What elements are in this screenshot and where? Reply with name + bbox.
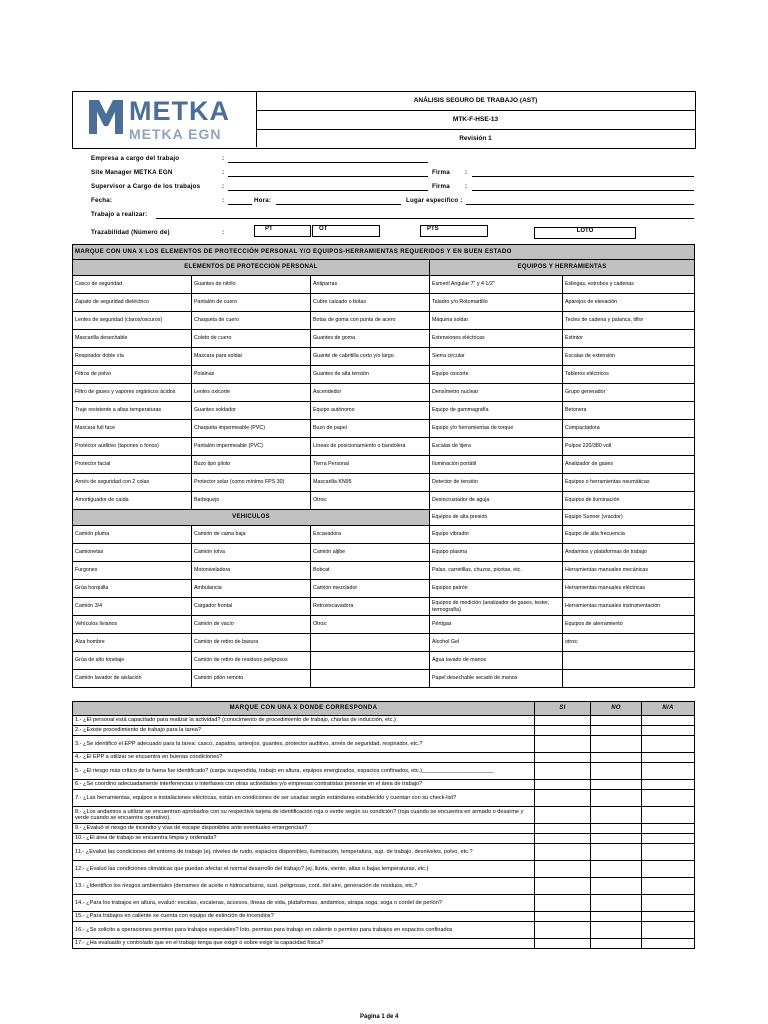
supervisor-field[interactable] [228, 190, 428, 191]
checkbox-item[interactable]: Líneas de posicionamiento o bandolera [311, 438, 430, 456]
checkbox-item[interactable]: Palas, carretillas, chuzos, picotas, etc. [430, 562, 563, 580]
checkbox-item[interactable]: Otros: [311, 616, 430, 634]
checkbox-item[interactable]: Ascendedor [311, 384, 430, 402]
answer-no[interactable] [591, 844, 642, 861]
answer-si[interactable] [535, 780, 591, 790]
checkbox-item[interactable]: Arnés de seguridad con 2 colas [73, 474, 192, 492]
question-row [73, 716, 695, 726]
answer-na[interactable] [642, 878, 695, 895]
colon: : [222, 183, 225, 190]
checkbox-item[interactable]: Camión de vacío [192, 616, 311, 634]
answer-na[interactable] [642, 861, 695, 878]
question-row [73, 895, 695, 912]
answer-si[interactable] [535, 726, 591, 736]
checkbox-item[interactable]: Papel desechable secado de manos [430, 670, 563, 688]
question-text: 16.- ¿Se solicito a operaciones permiso para trabajos especiales? loto, permiso para trabajo en caliente o permiso para trabajos en espacios confinados [73, 922, 535, 939]
brand-name: METKA [129, 96, 230, 126]
answer-si[interactable] [535, 912, 591, 922]
checkbox-item[interactable]: Camión pitón remoto [192, 670, 311, 688]
label-supervisor: Supervisor a Cargo de los trabajos [91, 183, 201, 190]
firma-field-1[interactable] [472, 176, 694, 177]
checkbox-item[interactable]: Escalas de extensión [563, 348, 695, 366]
equipment-header: EQUIPOS Y HERRAMIENTAS [430, 260, 695, 276]
checkbox-item[interactable]: Camión tolva [192, 544, 311, 562]
label-lugar: Lugar especifico : [406, 197, 463, 204]
answer-na[interactable] [642, 726, 695, 736]
hora-field[interactable] [276, 204, 401, 205]
answer-si[interactable] [535, 922, 591, 939]
answer-no[interactable] [591, 763, 642, 780]
question-text: 6.- ¿Se coordino adecuadamente interferencias o interfases con otras actividades y/o empresas contratistas presente en el área de trabajo? [73, 780, 535, 790]
checkbox-item[interactable]: Aparejos de elevación [563, 294, 695, 312]
loto-box[interactable]: LOTO [534, 227, 636, 239]
checkbox-item[interactable]: Guantes de goma [311, 330, 430, 348]
checkbox-item[interactable]: Filtro de gases y vapores orgánicos ácidos [73, 384, 192, 402]
checkbox-item[interactable]: Retroexcavadora [311, 598, 430, 616]
checkbox-item[interactable]: Herramientas manuales mecánicas [563, 562, 695, 580]
checkbox-item[interactable]: Pértigas [430, 616, 563, 634]
checkbox-item[interactable]: Extensiones eléctricas [430, 330, 563, 348]
section1-title: MARQUE CON UNA X LOS ELEMENTOS DE PROTECCIÓN PERSONAL Y/O EQUIPOS-HERRAMIENTAS REQUERIDOS Y EN BUEN ESTADO [73, 245, 695, 260]
checkbox-item[interactable]: Equipo de gammagrafía [430, 402, 563, 420]
checkbox-item[interactable]: Mascara para soldar [192, 348, 311, 366]
checkbox-item[interactable] [311, 670, 430, 688]
checkbox-item[interactable]: Buzo tipo piloto [192, 456, 311, 474]
answer-na[interactable] [642, 939, 695, 949]
checkbox-item[interactable]: Tecles de cadena y palanca, tilfor [563, 312, 695, 330]
table-row [73, 402, 695, 420]
table-row [73, 562, 695, 580]
checkbox-item[interactable]: Vehículos livianos [73, 616, 192, 634]
answer-si[interactable] [535, 895, 591, 912]
checkbox-item[interactable]: Equipos de iluminación [563, 492, 695, 510]
answer-si[interactable] [535, 790, 591, 807]
checkbox-item[interactable]: Zapato de seguridad dieléctrico [73, 294, 192, 312]
checkbox-item[interactable]: Equipo vibrador [430, 526, 563, 544]
checkbox-item[interactable]: Equipo plasma [430, 544, 563, 562]
checkbox-item[interactable]: Sierra circular [430, 348, 563, 366]
question-text: 15.- ¿Para trabajos en caliente se cuenta con equipo de extinción de incendios? [73, 912, 535, 922]
colon: : [222, 155, 225, 162]
checkbox-item[interactable]: Pulpos 220/380 volt [563, 438, 695, 456]
checkbox-item[interactable]: Buzo de papel [311, 420, 430, 438]
question-text: 11.- ¿Evaluó las condiciones del entorno de trabajo (ej. niveles de ruido, espacios disponibles, iluminación, temperatura, sup. de trabajo, desniveles, polvo, etc.? [73, 844, 535, 861]
checkbox-item[interactable]: Cubre calzado o botas [311, 294, 430, 312]
question-text: 4.- ¿El EPP a utilizar se encuentra en buenas condiciones? [73, 753, 535, 763]
checkbox-item[interactable]: Mascara full face [73, 420, 192, 438]
checkbox-item[interactable]: Equipos o herramientas neumáticas [563, 474, 695, 492]
answer-na[interactable] [642, 790, 695, 807]
checkbox-item[interactable]: Ambulancia [192, 580, 311, 598]
colon: : [465, 183, 468, 190]
checkbox-item[interactable]: Betonera [563, 402, 695, 420]
question-text: 13.- ¿Identifico los riesgos ambientales (derrames de aceite o hidrocarburos, sust. peligrosas, cont. del aire, generación de residuos, etc.? [73, 878, 535, 895]
checkbox-item[interactable]: otros: [563, 634, 695, 652]
checkbox-item[interactable]: Cargador frontal [192, 598, 311, 616]
checkbox-item[interactable] [311, 652, 430, 670]
checkbox-item[interactable]: Guantes soldador [192, 402, 311, 420]
table-row [73, 598, 695, 616]
answer-na[interactable] [642, 807, 695, 824]
checkbox-item[interactable]: Tierra Personal [311, 456, 430, 474]
answer-si[interactable] [535, 807, 591, 824]
checkbox-item[interactable]: Camión de cama baja [192, 526, 311, 544]
question-text: 9.- ¿Evaluó el riesgo de incendio y vías de escape disponibles ante eventuales emergencias? [73, 824, 535, 834]
checkbox-item[interactable]: Equipo oxicorte [430, 366, 563, 384]
checkbox-item[interactable]: Tableros eléctricos [563, 366, 695, 384]
doc-code: MTK-F-HSE-13 [256, 111, 695, 130]
question-text: 2.- ¿Existe procedimiento de trabajo para la tarea? [73, 726, 535, 736]
checkbox-item[interactable]: Equipo Sunner (vracdor) [563, 510, 695, 526]
answer-no[interactable] [591, 716, 642, 726]
lugar-field[interactable] [466, 204, 694, 205]
checkbox-item[interactable]: Esmeril Angular 7" y 4 1/2" [430, 276, 563, 294]
table-row [73, 652, 695, 670]
fecha-field[interactable] [228, 204, 252, 205]
checkbox-item[interactable]: Mascarilla desechable [73, 330, 192, 348]
checkbox-item[interactable]: Lentes oxicorte [192, 384, 311, 402]
table-row [73, 384, 695, 402]
answer-na[interactable] [642, 895, 695, 912]
table-row [73, 348, 695, 366]
table-row [73, 276, 695, 294]
question-text: 17.- ¿Ha evaluado y controlado que en el trabajo tenga que exigir o sobre exigir la capacidad física? [73, 939, 535, 949]
checkbox-item[interactable]: Pantalón impermeable (PVC) [192, 438, 311, 456]
trabajo-field[interactable] [156, 218, 694, 219]
answer-si[interactable] [535, 878, 591, 895]
checkbox-item[interactable]: Furgones [73, 562, 192, 580]
answer-si[interactable] [535, 763, 591, 780]
answer-no[interactable] [591, 922, 642, 939]
checkbox-item[interactable]: Barbiquejo [192, 492, 311, 510]
colon: : [465, 169, 468, 176]
checkbox-item[interactable]: Camionetas [73, 544, 192, 562]
checkbox-item[interactable]: Andamios y plataformas de trabajo [563, 544, 695, 562]
answer-na[interactable] [642, 753, 695, 763]
checkbox-item[interactable]: Camión lavador de aislación [73, 670, 192, 688]
checkbox-item[interactable]: Escalas de tijera [430, 438, 563, 456]
table-row [73, 294, 695, 312]
answer-no[interactable] [591, 878, 642, 895]
checkbox-item[interactable]: Chaqueta impermeable (PVC) [192, 420, 311, 438]
table-row [73, 526, 695, 544]
checkbox-item[interactable]: Protector facial [73, 456, 192, 474]
answer-si[interactable] [535, 939, 591, 949]
answer-na[interactable] [642, 780, 695, 790]
checkbox-item[interactable]: Grupo generador [563, 384, 695, 402]
checkbox-item[interactable]: Camión pluma [73, 526, 192, 544]
site-manager-field[interactable] [228, 176, 428, 177]
answer-si[interactable] [535, 736, 591, 753]
answer-no[interactable] [591, 790, 642, 807]
checkbox-item[interactable]: Equipos patrón [430, 580, 563, 598]
checkbox-item[interactable]: Guantes de nitrilo [192, 276, 311, 294]
question-text: 10.- ¿El área de trabajo se encuentra limpia y ordenada? [73, 834, 535, 844]
label-trabajo: Trabajo a realizar: [91, 211, 148, 218]
vehicles-header: VEHICULOS [73, 510, 430, 526]
colon: : [222, 197, 225, 204]
checkbox-item[interactable]: Guantes de alta tensión [311, 366, 430, 384]
checkbox-item[interactable]: Equipos de medición (analizador de gases, tester, termografía) [430, 598, 563, 616]
empresa-field[interactable] [228, 162, 428, 163]
ot-box[interactable]: OT [312, 225, 380, 237]
answer-no[interactable] [591, 824, 642, 834]
checkbox-item[interactable]: Bobcat [311, 562, 430, 580]
answer-no[interactable] [591, 780, 642, 790]
col-na: N/A [642, 702, 695, 716]
section2-title: MARQUE CON UNA X DONDE CORRESPONDA [73, 702, 535, 716]
question-row [73, 807, 695, 824]
checkbox-item[interactable]: Lentes de seguridad (claros/oscuros) [73, 312, 192, 330]
checkbox-item[interactable]: Compactadora [563, 420, 695, 438]
answer-na[interactable] [642, 716, 695, 726]
answer-na[interactable] [642, 736, 695, 753]
question-row [73, 780, 695, 790]
question-row [73, 790, 695, 807]
checkbox-item[interactable] [311, 634, 430, 652]
colon: : [222, 229, 225, 236]
checkbox-item[interactable]: Casco de seguridad [73, 276, 192, 294]
checkbox-item[interactable]: Grúa de alto tonelaje [73, 652, 192, 670]
table-row [73, 420, 695, 438]
epp-header: ELEMENTOS DE PROTECCION PERSONAL [73, 260, 430, 276]
table-row [73, 492, 695, 510]
checkbox-item[interactable]: Herramientas manuales instrumentación [563, 598, 695, 616]
question-row [73, 844, 695, 861]
checkbox-item[interactable]: Herramientas manuales eléctricas [563, 580, 695, 598]
table-row [73, 616, 695, 634]
label-hora: Hora: [254, 197, 272, 204]
checkbox-item[interactable]: Desincrustador de aguja [430, 492, 563, 510]
table-row [73, 366, 695, 384]
checkbox-item[interactable]: Polainas [192, 366, 311, 384]
colon: : [222, 169, 225, 176]
question-text: 3.- ¿Se identificó el EPP adecuado para la tarea: casco, zapatos, anteojos, guantes, protector auditivo, arnés de seguridad, respirador, etc.? [73, 736, 535, 753]
checkbox-item[interactable]: Analizador de gases [563, 456, 695, 474]
question-text: 14.- ¿Para los trabajos en altura, evaluó: escalas, escaleras, accesos, líneas de vida, plataformas, andamios, atrapa soga, soga o cordel de perlón? [73, 895, 535, 912]
checkbox-item[interactable]: Motoniveladora [192, 562, 311, 580]
answer-no[interactable] [591, 807, 642, 824]
checkbox-item[interactable]: Filtros de polvo [73, 366, 192, 384]
answer-si[interactable] [535, 716, 591, 726]
answer-no[interactable] [591, 736, 642, 753]
answer-na[interactable] [642, 824, 695, 834]
question-text: 12.- ¿Evaluó las condiciones climáticas que puedan afectar el normal desarrollo del trabajo? (ej. lluvia, viento, altas o bajas temperaturas, etc.) [73, 861, 535, 878]
checkbox-item[interactable]: Pantalón de cuero [192, 294, 311, 312]
checkbox-item[interactable] [563, 670, 695, 688]
page-number: Página 1 de 4 [360, 1014, 399, 1020]
question-text: 8.- ¿Los andamios a utilizar se encuentran aprobados con su respectiva tarjeta de identificación roja o verde según su condición? (roja cuando se encuentra en armado o desarme y verde cuando se encuentra operativo). [73, 807, 535, 824]
checkbox-item[interactable]: Excavadora [311, 526, 430, 544]
table-row [73, 438, 695, 456]
answer-si[interactable] [535, 844, 591, 861]
checkbox-item[interactable]: Camión mezclador [311, 580, 430, 598]
checkbox-item[interactable]: Respirador doble vía [73, 348, 192, 366]
doc-revision: Revisión 1 [459, 135, 492, 142]
checkbox-item[interactable]: Coleto de cuero [192, 330, 311, 348]
label-fecha: Fecha: [91, 197, 113, 204]
answer-na[interactable] [642, 912, 695, 922]
answer-no[interactable] [591, 939, 642, 949]
answer-si[interactable] [535, 753, 591, 763]
question-text: 1.- ¿El personal está capacitado para realizar la actividad? (conocimiento de procedimiento de trabajo, charlas de inducción, etc.) [73, 716, 535, 726]
pt-box[interactable]: PT [254, 225, 311, 237]
metka-logo-icon [87, 98, 125, 136]
checkbox-item[interactable]: Eslingas, estrobos y cadenas [563, 276, 695, 294]
checkbox-item[interactable]: Camión 3/4 [73, 598, 192, 616]
answer-si[interactable] [535, 861, 591, 878]
brand-sub: METKA EGN [129, 126, 222, 142]
answer-si[interactable] [535, 834, 591, 844]
answer-no[interactable] [591, 861, 642, 878]
question-row [73, 922, 695, 939]
label-site-manager: Site Manager METKA EGN [91, 169, 173, 176]
table-row [73, 670, 695, 688]
question-row [73, 824, 695, 834]
answer-na[interactable] [642, 763, 695, 780]
table-row [73, 580, 695, 598]
checkbox-item[interactable]: Camión de retiro de residuos peligrosos [192, 652, 311, 670]
checkbox-item[interactable]: Camión de retiro de basura [192, 634, 311, 652]
answer-no[interactable] [591, 912, 642, 922]
checkbox-item[interactable]: Chaqueta de cuero [192, 312, 311, 330]
checkbox-item[interactable]: Alcohol Gel [430, 634, 563, 652]
checkbox-item[interactable]: Otros: [311, 492, 430, 510]
logo-area [73, 92, 257, 147]
question-row [73, 726, 695, 736]
label-firma-1: Firma [432, 169, 450, 176]
checkbox-item[interactable]: Protector solar (como mínimo FPS 30) [192, 474, 311, 492]
epp-table [72, 244, 695, 688]
checkbox-item[interactable]: Equipo y/o herramientas de torque [430, 420, 563, 438]
header-block [72, 91, 696, 149]
question-text: 5.- ¿El riesgo más crítico de la faena fue identificado? (carga suspendida, trabajo en altura, equipos energizados, espacios confinados, etc.)_______________________ [73, 763, 535, 780]
answer-no[interactable] [591, 895, 642, 912]
checkbox-item[interactable]: Taladro y/o Rotomartillo [430, 294, 563, 312]
checkbox-item[interactable]: Iluminación portátil [430, 456, 563, 474]
col-si: SI [535, 702, 591, 716]
question-text: 7.- ¿Las herramientas, equipos e instalaciones eléctricas, están en condiciones de ser usadas según estándares establecido y cuentan con su check-list? [73, 790, 535, 807]
checklist-table [72, 701, 695, 949]
question-row [73, 763, 695, 780]
label-firma-2: Firma [432, 183, 450, 190]
checkbox-item[interactable]: Amortiguador de caída [73, 492, 192, 510]
checkbox-item[interactable]: Mascarilla KN95 [311, 474, 430, 492]
checkbox-item[interactable]: Botas de goma con punta de acero [311, 312, 430, 330]
table-row [73, 330, 695, 348]
checkbox-item[interactable]: Equipos de alta presión [430, 510, 563, 526]
question-row [73, 861, 695, 878]
firma-field-2[interactable] [472, 190, 694, 191]
question-row [73, 753, 695, 763]
checkbox-item[interactable]: Guante de cabritilla corto y/o largo [311, 348, 430, 366]
question-row [73, 912, 695, 922]
checkbox-item[interactable]: Equipo autónomo [311, 402, 430, 420]
table-row [73, 456, 695, 474]
checkbox-item[interactable]: Antiparras [311, 276, 430, 294]
checkbox-item[interactable]: Agua lavado de manos [430, 652, 563, 670]
checkbox-item[interactable]: Equipo de alta frecuencia [563, 526, 695, 544]
checkbox-item[interactable]: Detector de tensión [430, 474, 563, 492]
checkbox-item[interactable]: Grúa horquilla [73, 580, 192, 598]
checkbox-item[interactable]: Protector auditivo (tapones o fonos) [73, 438, 192, 456]
table-row [73, 474, 695, 492]
answer-no[interactable] [591, 726, 642, 736]
answer-no[interactable] [591, 753, 642, 763]
checkbox-item[interactable]: Equipos de aterramiento [563, 616, 695, 634]
question-row [73, 878, 695, 895]
question-row [73, 834, 695, 844]
checkbox-item[interactable]: Alza hombre [73, 634, 192, 652]
question-row [73, 939, 695, 949]
label-empresa: Empresa a cargo del trabajo [91, 155, 180, 162]
answer-na[interactable] [642, 922, 695, 939]
checkbox-item[interactable] [563, 652, 695, 670]
question-row [73, 736, 695, 753]
checkbox-item[interactable]: Traje resistente a altas temperaturas [73, 402, 192, 420]
answer-si[interactable] [535, 824, 591, 834]
label-trazabilidad: Trazabilidad (Número de) [91, 229, 170, 236]
checkbox-item[interactable]: Densímetro nuclear [430, 384, 563, 402]
col-no: NO [591, 702, 642, 716]
checkbox-item[interactable]: Máquina soldar [430, 312, 563, 330]
answer-no[interactable] [591, 834, 642, 844]
answer-na[interactable] [642, 844, 695, 861]
answer-na[interactable] [642, 834, 695, 844]
table-row [73, 312, 695, 330]
table-row [73, 634, 695, 652]
pts-box[interactable]: PTS [420, 225, 488, 237]
table-row [73, 544, 695, 562]
checkbox-item[interactable]: Camión aljibe [311, 544, 430, 562]
doc-title: ANÁLISIS SEGURO DE TRABAJO (AST) [256, 92, 695, 111]
checkbox-item[interactable]: Extintor [563, 330, 695, 348]
